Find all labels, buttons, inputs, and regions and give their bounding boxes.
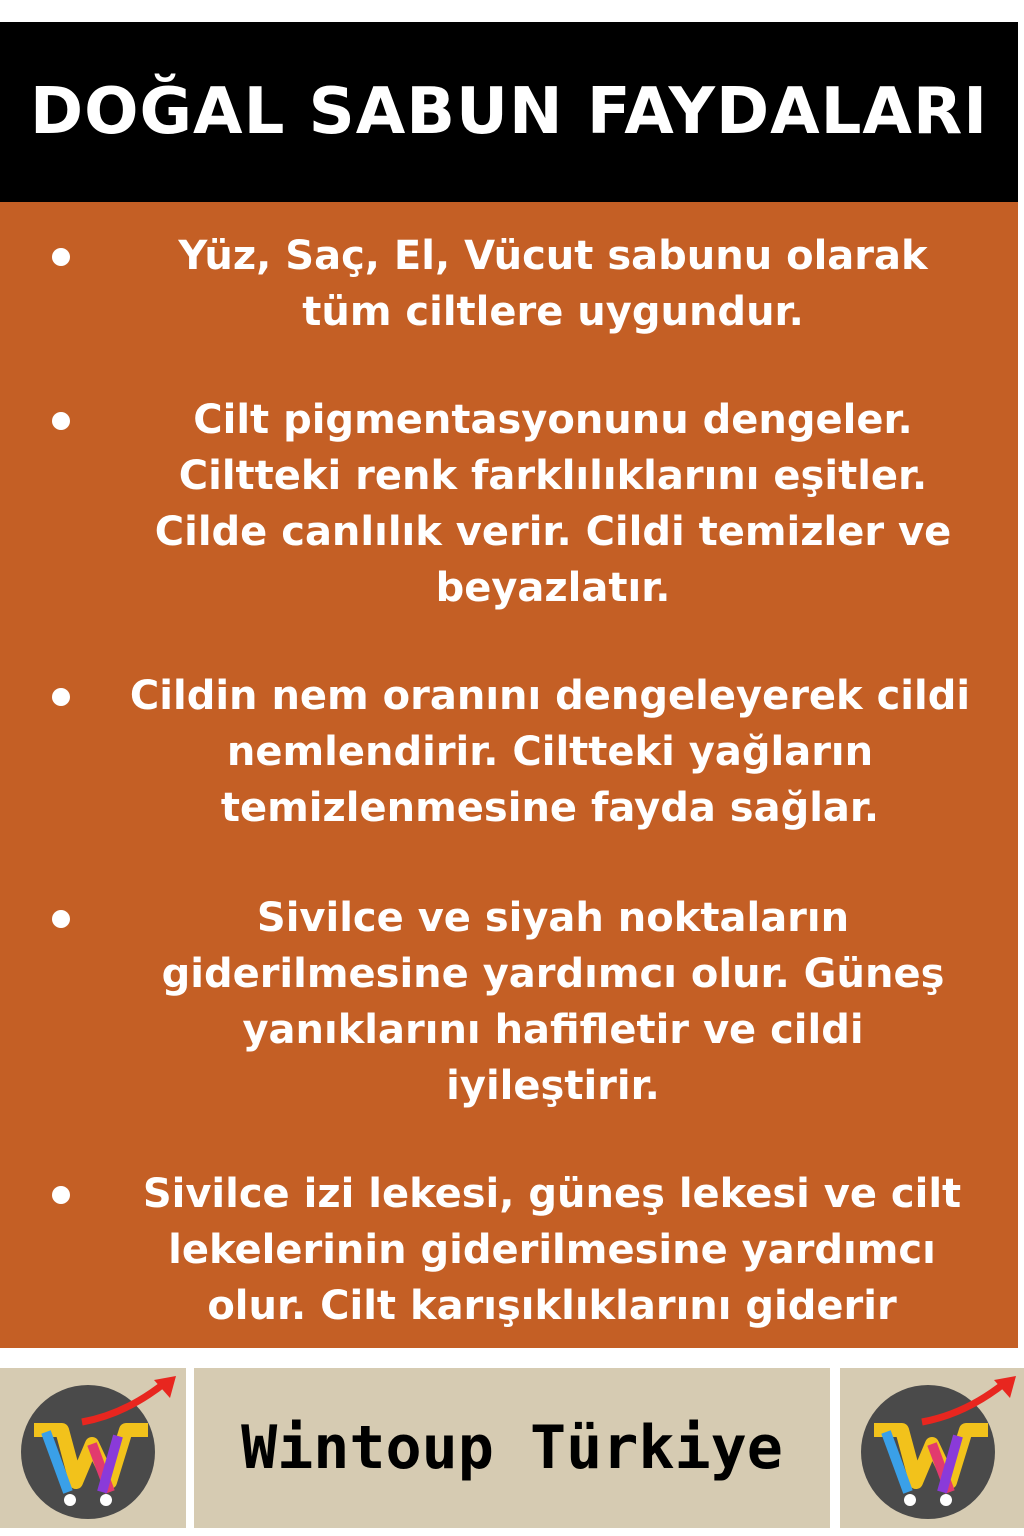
benefit-line: tüm ciltlere uygundur. (302, 289, 804, 335)
bullet-icon (52, 910, 70, 928)
benefit-line: yanıklarını hafifletir ve cildi (242, 1007, 864, 1053)
benefit-text (100, 228, 1006, 340)
benefit-line: Cilde canlılık verir. Cildi temizler ve (154, 509, 952, 555)
bullet-icon (52, 248, 70, 266)
wintoup-logo-icon (840, 1368, 1024, 1528)
title-banner (0, 22, 1018, 202)
benefit-line: Sivilce ve siyah noktaların (256, 895, 850, 941)
benefit-line: giderilmesine yardımcı olur. Güneş (161, 951, 945, 997)
benefit-line: Sivilce izi lekesi, güneş lekesi ve cilt (142, 1171, 962, 1217)
benefit-line: Ciltteki renk farklılıklarını eşitler. (178, 453, 928, 499)
benefit-text (100, 392, 1006, 616)
page-title: DOĞAL SABUN FAYDALARI (29, 75, 989, 149)
footer-bar (0, 1368, 1024, 1536)
bullet-icon (52, 412, 70, 430)
benefit-line: Cildin nem oranını dengeleyerek cildi (129, 673, 971, 719)
bullet-icon (52, 1186, 70, 1204)
benefit-text (100, 890, 1006, 1114)
benefit-line: iyileştirir. (446, 1063, 660, 1109)
benefit-text (90, 668, 1010, 836)
benefit-line: temizlenmesine fayda sağlar. (220, 785, 880, 831)
brand-name: Wintoup Türkiye (241, 1413, 783, 1483)
benefit-line: nemlendirir. Ciltteki yağların (226, 729, 874, 775)
benefit-line: beyazlatır. (435, 565, 671, 611)
benefit-text (96, 1166, 1008, 1334)
benefit-line: lekelerinin giderilmesine yardımcı (168, 1227, 936, 1273)
benefits-panel (0, 202, 1018, 1348)
bullet-icon (52, 688, 70, 706)
benefit-line: olur. Cilt karışıklıklarını giderir (207, 1283, 897, 1329)
brand-banner (194, 1368, 830, 1528)
wintoup-logo-icon (0, 1368, 186, 1528)
benefit-line: Yüz, Saç, El, Vücut sabunu olarak (178, 233, 928, 279)
benefit-line: Cilt pigmentasyonunu dengeler. (193, 397, 913, 443)
